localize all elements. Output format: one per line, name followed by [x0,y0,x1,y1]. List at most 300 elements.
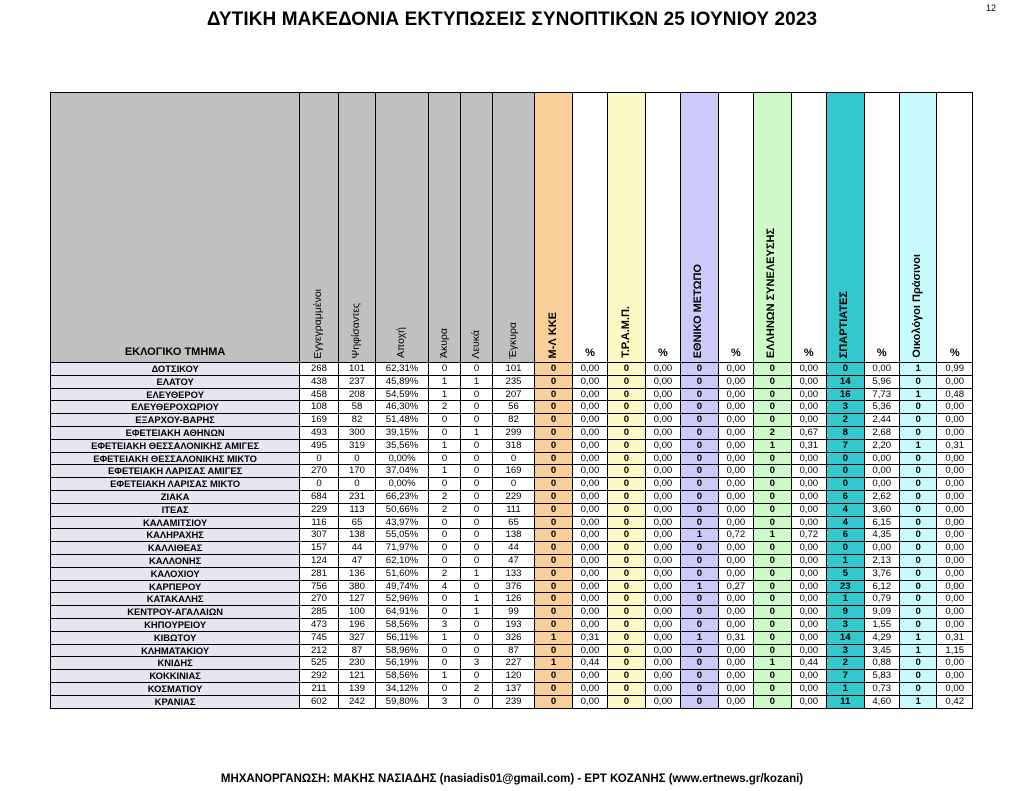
party-votes-cell: 0 [681,375,718,388]
abstention-cell: 39,15% [376,426,429,439]
invalid-cell: 0 [428,452,460,465]
section-name-cell: ΕΞΑΡΧΟΥ-ΒΑΡΗΣ [51,414,300,427]
party-votes-cell: 0 [754,375,791,388]
voted-cell: 327 [338,631,375,644]
party-votes-cell: 0 [899,657,936,670]
party-votes-cell: 0 [681,478,718,491]
voted-cell: 44 [338,542,375,555]
invalid-cell: 0 [428,593,460,606]
table-row [51,452,973,465]
party-votes-cell: 0 [535,644,572,657]
blank-cell: 0 [461,465,492,478]
voted-cell: 319 [338,439,375,452]
party-votes-cell: 0 [608,682,645,695]
party-pct-cell: 0,27 [718,580,753,593]
party-pct-cell: 2,62 [864,490,899,503]
party-pct-cell: 0,31 [937,439,973,452]
party-pct-cell: 0,00 [718,503,753,516]
voted-cell: 65 [338,516,375,529]
party-pct-cell: 0,00 [572,414,607,427]
party-pct-cell: 0,00 [645,644,680,657]
blank-cell: 0 [461,529,492,542]
header-pct: % [572,93,607,363]
party-pct-cell: 0,72 [791,529,826,542]
party-pct-cell: 3,45 [864,644,899,657]
invalid-cell: 2 [428,567,460,580]
section-name-cell: ΚΑΛΗΡΑΧΗΣ [51,529,300,542]
registered-cell: 525 [300,657,339,670]
voted-cell: 230 [338,657,375,670]
blank-cell: 0 [461,478,492,491]
party-votes-cell: 0 [535,401,572,414]
section-name-cell: ΚΑΛΛΙΘΕΑΣ [51,542,300,555]
party-votes-cell: 0 [681,414,718,427]
party-pct-cell: 0,00 [572,388,607,401]
party-pct-cell: 0,00 [645,695,680,708]
registered-cell: 307 [300,529,339,542]
invalid-cell: 0 [428,682,460,695]
party-pct-cell: 3,60 [864,503,899,516]
blank-cell: 0 [461,580,492,593]
party-votes-cell: 0 [754,516,791,529]
party-votes-cell: 0 [608,567,645,580]
party-votes-cell: 0 [754,606,791,619]
party-votes-cell: 0 [681,388,718,401]
party-votes-cell: 0 [899,682,936,695]
header-abstention: Αποχή [376,93,429,363]
party-pct-cell: 0,31 [937,631,973,644]
voted-cell: 121 [338,670,375,683]
party-votes-cell: 0 [681,606,718,619]
party-votes-cell: 11 [827,695,864,708]
party-votes-cell: 0 [535,542,572,555]
party-pct-cell: 0,00 [645,452,680,465]
party-pct-cell: 0,00 [937,593,973,606]
section-name-cell: ΚΑΛΟΧΙΟΥ [51,567,300,580]
blank-cell: 2 [461,682,492,695]
party-votes-cell: 8 [827,426,864,439]
party-votes-cell: 0 [899,670,936,683]
party-pct-cell: 0,00 [937,529,973,542]
section-name-cell: ΚΑΡΠΕΡΟΥ [51,580,300,593]
party-pct-cell: 0,00 [864,542,899,555]
party-votes-cell: 0 [608,695,645,708]
valid-cell: 99 [492,606,535,619]
party-votes-cell: 1 [535,631,572,644]
party-pct-cell: 0,00 [645,516,680,529]
invalid-cell: 3 [428,618,460,631]
party-pct-cell: 0,00 [572,606,607,619]
party-votes-cell: 0 [535,606,572,619]
party-votes-cell: 0 [535,567,572,580]
party-votes-cell: 0 [535,503,572,516]
party-votes-cell: 0 [754,682,791,695]
valid-cell: 0 [492,452,535,465]
abstention-cell: 50,66% [376,503,429,516]
abstention-cell: 56,19% [376,657,429,670]
party-votes-cell: 1 [899,631,936,644]
blank-cell: 1 [461,567,492,580]
party-pct-cell: 0,00 [718,618,753,631]
registered-cell: 116 [300,516,339,529]
party-votes-cell: 0 [754,580,791,593]
abstention-cell: 0,00% [376,452,429,465]
abstention-cell: 43,97% [376,516,429,529]
party-pct-cell: 0,00 [572,554,607,567]
party-pct-cell: 0,00 [718,682,753,695]
header-invalid: Άκυρα [428,93,460,363]
registered-cell: 268 [300,363,339,376]
party-votes-cell: 0 [754,388,791,401]
party-pct-cell: 0,00 [937,516,973,529]
abstention-cell: 51,60% [376,567,429,580]
party-votes-cell: 0 [608,426,645,439]
party-votes-cell: 0 [754,478,791,491]
party-votes-cell: 0 [681,682,718,695]
registered-cell: 438 [300,375,339,388]
party-votes-cell: 0 [535,670,572,683]
party-pct-cell: 0,00 [937,465,973,478]
party-votes-cell: 0 [754,567,791,580]
party-votes-cell: 0 [754,452,791,465]
party-votes-cell: 0 [754,695,791,708]
party-votes-cell: 7 [827,670,864,683]
party-pct-cell: 0,00 [791,542,826,555]
voted-cell: 127 [338,593,375,606]
party-pct-cell: 0,00 [645,631,680,644]
page-number: 12 [986,3,997,13]
party-votes-cell: 5 [827,567,864,580]
invalid-cell: 1 [428,465,460,478]
party-votes-cell: 0 [608,516,645,529]
valid-cell: 239 [492,695,535,708]
party-pct-cell: 0,00 [791,363,826,376]
party-votes-cell: 0 [681,439,718,452]
party-votes-cell: 0 [681,516,718,529]
abstention-cell: 55,05% [376,529,429,542]
abstention-cell: 51,48% [376,414,429,427]
party-votes-cell: 3 [827,401,864,414]
table-row [51,388,973,401]
party-votes-cell: 1 [681,529,718,542]
header-blank: Λευκά [461,93,492,363]
party-votes-cell: 0 [899,490,936,503]
abstention-cell: 45,89% [376,375,429,388]
party-votes-cell: 0 [608,618,645,631]
party-pct-cell: 0,00 [645,657,680,670]
registered-cell: 281 [300,567,339,580]
party-pct-cell: 0,00 [572,426,607,439]
blank-cell: 0 [461,631,492,644]
table-row [51,426,973,439]
abstention-cell: 0,00% [376,478,429,491]
party-votes-cell: 0 [681,593,718,606]
party-pct-cell: 0,00 [864,478,899,491]
party-pct-cell: 0,00 [572,695,607,708]
abstention-cell: 56,11% [376,631,429,644]
party-pct-cell: 0,00 [791,414,826,427]
table-row [51,375,973,388]
party-pct-cell: 0,00 [791,580,826,593]
table-row [51,363,973,376]
party-pct-cell: 0,00 [937,478,973,491]
party-votes-cell: 0 [608,542,645,555]
party-pct-cell: 0,00 [718,490,753,503]
party-votes-cell: 0 [608,631,645,644]
results-table [50,92,973,709]
registered-cell: 473 [300,618,339,631]
party-pct-cell: 1,15 [937,644,973,657]
party-pct-cell: 0,00 [791,593,826,606]
party-pct-cell: 0,00 [645,567,680,580]
blank-cell: 0 [461,401,492,414]
party-pct-cell: 0,00 [572,529,607,542]
party-votes-cell: 0 [535,465,572,478]
party-pct-cell: 0,00 [937,580,973,593]
party-pct-cell: 0,00 [572,465,607,478]
party-pct-cell: 0,00 [718,567,753,580]
party-pct-cell: 2,44 [864,414,899,427]
party-pct-cell: 0,00 [937,542,973,555]
party-votes-cell: 4 [827,503,864,516]
party-pct-cell: 0,00 [791,401,826,414]
invalid-cell: 0 [428,426,460,439]
party-votes-cell: 0 [535,490,572,503]
section-name-cell: ΚΑΛΛΟΝΗΣ [51,554,300,567]
party-votes-cell: 0 [754,503,791,516]
table-row [51,606,973,619]
party-pct-cell: 0,00 [791,503,826,516]
party-votes-cell: 16 [827,388,864,401]
party-votes-cell: 7 [827,439,864,452]
valid-cell: 138 [492,529,535,542]
party-pct-cell: 1,55 [864,618,899,631]
party-pct-cell: 0,00 [937,567,973,580]
party-pct-cell: 0,00 [645,618,680,631]
party-pct-cell: 0,00 [791,516,826,529]
table-row [51,478,973,491]
blank-cell: 0 [461,503,492,516]
party-votes-cell: 1 [754,439,791,452]
party-votes-cell: 0 [608,657,645,670]
party-pct-cell: 7,73 [864,388,899,401]
party-votes-cell: 1 [899,363,936,376]
party-votes-cell: 0 [754,414,791,427]
valid-cell: 227 [492,657,535,670]
party-votes-cell: 9 [827,606,864,619]
table-row [51,554,973,567]
party-pct-cell: 5,96 [864,375,899,388]
voted-cell: 100 [338,606,375,619]
registered-cell: 745 [300,631,339,644]
party-pct-cell: 0,00 [718,644,753,657]
valid-cell: 326 [492,631,535,644]
party-votes-cell: 0 [899,567,936,580]
party-pct-cell: 0,00 [791,478,826,491]
voted-cell: 138 [338,529,375,542]
table-row [51,414,973,427]
voted-cell: 237 [338,375,375,388]
party-pct-cell: 0,00 [645,554,680,567]
header-party-ellinon-synelefsis: ΕΛΛΗΝΩΝ ΣΥΝΕΛΕΥΣΗΣ [754,93,791,363]
party-votes-cell: 0 [899,542,936,555]
party-pct-cell: 0,00 [718,516,753,529]
header-pct: % [718,93,753,363]
header-pct: % [645,93,680,363]
table-row [51,580,973,593]
party-votes-cell: 2 [754,426,791,439]
party-votes-cell: 0 [608,490,645,503]
party-pct-cell: 0,00 [791,644,826,657]
blank-cell: 0 [461,388,492,401]
section-name-cell: ΚΕΝΤΡΟΥ-ΑΓΑΛΑΙΩΝ [51,606,300,619]
invalid-cell: 1 [428,388,460,401]
invalid-cell: 0 [428,478,460,491]
party-votes-cell: 0 [681,567,718,580]
party-pct-cell: 0,00 [645,478,680,491]
party-votes-cell: 0 [608,580,645,593]
section-name-cell: ΕΦΕΤΕΙΑΚΗ ΘΕΣΣΑΛΟΝΙΚΗΣ ΜΙΚΤΟ [51,452,300,465]
party-votes-cell: 0 [899,452,936,465]
party-pct-cell: 2,20 [864,439,899,452]
header-party-tramp: Τ.Ρ.Α.Μ.Π. [608,93,645,363]
table-row [51,644,973,657]
table-row [51,631,973,644]
party-votes-cell: 0 [608,388,645,401]
party-pct-cell: 0,00 [645,375,680,388]
party-votes-cell: 0 [754,554,791,567]
registered-cell: 285 [300,606,339,619]
party-pct-cell: 0,00 [645,465,680,478]
party-pct-cell: 0,00 [718,695,753,708]
party-votes-cell: 0 [754,363,791,376]
voted-cell: 196 [338,618,375,631]
registered-cell: 229 [300,503,339,516]
valid-cell: 207 [492,388,535,401]
valid-cell: 299 [492,426,535,439]
registered-cell: 756 [300,580,339,593]
party-votes-cell: 0 [899,465,936,478]
table-row [51,670,973,683]
header-pct: % [937,93,973,363]
party-pct-cell: 0,00 [645,363,680,376]
party-pct-cell: 0,42 [937,695,973,708]
header-party-ml-kke: Μ-Λ ΚΚΕ [535,93,572,363]
voted-cell: 58 [338,401,375,414]
invalid-cell: 2 [428,503,460,516]
abstention-cell: 58,56% [376,670,429,683]
blank-cell: 1 [461,375,492,388]
voted-cell: 82 [338,414,375,427]
header-section: ΕΚΛΟΓΙΚΟ ΤΜΗΜΑ [51,93,300,363]
party-votes-cell: 0 [681,452,718,465]
header-pct: % [791,93,826,363]
party-votes-cell: 0 [899,593,936,606]
valid-cell: 120 [492,670,535,683]
party-pct-cell: 0,00 [645,606,680,619]
invalid-cell: 0 [428,554,460,567]
party-votes-cell: 0 [535,452,572,465]
party-pct-cell: 6,12 [864,580,899,593]
party-votes-cell: 0 [535,554,572,567]
abstention-cell: 52,96% [376,593,429,606]
table-row [51,503,973,516]
party-votes-cell: 0 [754,401,791,414]
party-pct-cell: 0,00 [791,465,826,478]
party-votes-cell: 1 [754,657,791,670]
registered-cell: 270 [300,593,339,606]
party-pct-cell: 0,00 [645,388,680,401]
abstention-cell: 58,96% [376,644,429,657]
voted-cell: 208 [338,388,375,401]
party-pct-cell: 6,15 [864,516,899,529]
party-votes-cell: 0 [681,465,718,478]
party-pct-cell: 0,00 [645,401,680,414]
party-pct-cell: 0,00 [791,631,826,644]
party-pct-cell: 0,88 [864,657,899,670]
abstention-cell: 35,56% [376,439,429,452]
blank-cell: 0 [461,554,492,567]
party-votes-cell: 1 [681,631,718,644]
party-pct-cell: 0,31 [572,631,607,644]
blank-cell: 0 [461,695,492,708]
page-title: ΔΥΤΙΚΗ ΜΑΚΕΔΟΝΙΑ ΕΚΤΥΠΩΣΕΙΣ ΣΥΝΟΠΤΙΚΩΝ 25 ΙΟΥΝΙΟΥ 2023 [206,9,818,30]
party-pct-cell: 0,00 [937,682,973,695]
party-votes-cell: 0 [899,478,936,491]
party-pct-cell: 0,00 [718,465,753,478]
voted-cell: 113 [338,503,375,516]
party-pct-cell: 2,68 [864,426,899,439]
party-votes-cell: 0 [681,554,718,567]
party-votes-cell: 0 [608,414,645,427]
section-name-cell: ΕΛΕΥΘΕΡΟΧΩΡΙΟΥ [51,401,300,414]
party-pct-cell: 0,00 [937,618,973,631]
party-votes-cell: 1 [754,529,791,542]
party-pct-cell: 0,00 [937,452,973,465]
blank-cell: 0 [461,363,492,376]
section-name-cell: ΙΤΕΑΣ [51,503,300,516]
valid-cell: 111 [492,503,535,516]
party-pct-cell: 0,00 [718,657,753,670]
party-votes-cell: 6 [827,490,864,503]
invalid-cell: 4 [428,580,460,593]
registered-cell: 108 [300,401,339,414]
blank-cell: 0 [461,670,492,683]
registered-cell: 211 [300,682,339,695]
section-name-cell: ΔΟΤΣΙΚΟΥ [51,363,300,376]
abstention-cell: 34,12% [376,682,429,695]
valid-cell: 0 [492,478,535,491]
party-pct-cell: 0,00 [572,516,607,529]
party-votes-cell: 0 [681,490,718,503]
blank-cell: 0 [461,452,492,465]
party-votes-cell: 6 [827,529,864,542]
party-votes-cell: 1 [827,682,864,695]
party-votes-cell: 0 [899,401,936,414]
party-pct-cell: 0,00 [791,388,826,401]
valid-cell: 169 [492,465,535,478]
table-row [51,529,973,542]
party-votes-cell: 0 [899,529,936,542]
party-votes-cell: 0 [681,363,718,376]
section-name-cell: ΕΦΕΤΕΙΑΚΗ ΛΑΡΙΣΑΣ ΑΜΙΓΕΣ [51,465,300,478]
invalid-cell: 0 [428,363,460,376]
party-pct-cell: 3,76 [864,567,899,580]
table-row [51,516,973,529]
section-name-cell: ΚΙΒΩΤΟΥ [51,631,300,644]
party-votes-cell: 0 [754,542,791,555]
valid-cell: 47 [492,554,535,567]
